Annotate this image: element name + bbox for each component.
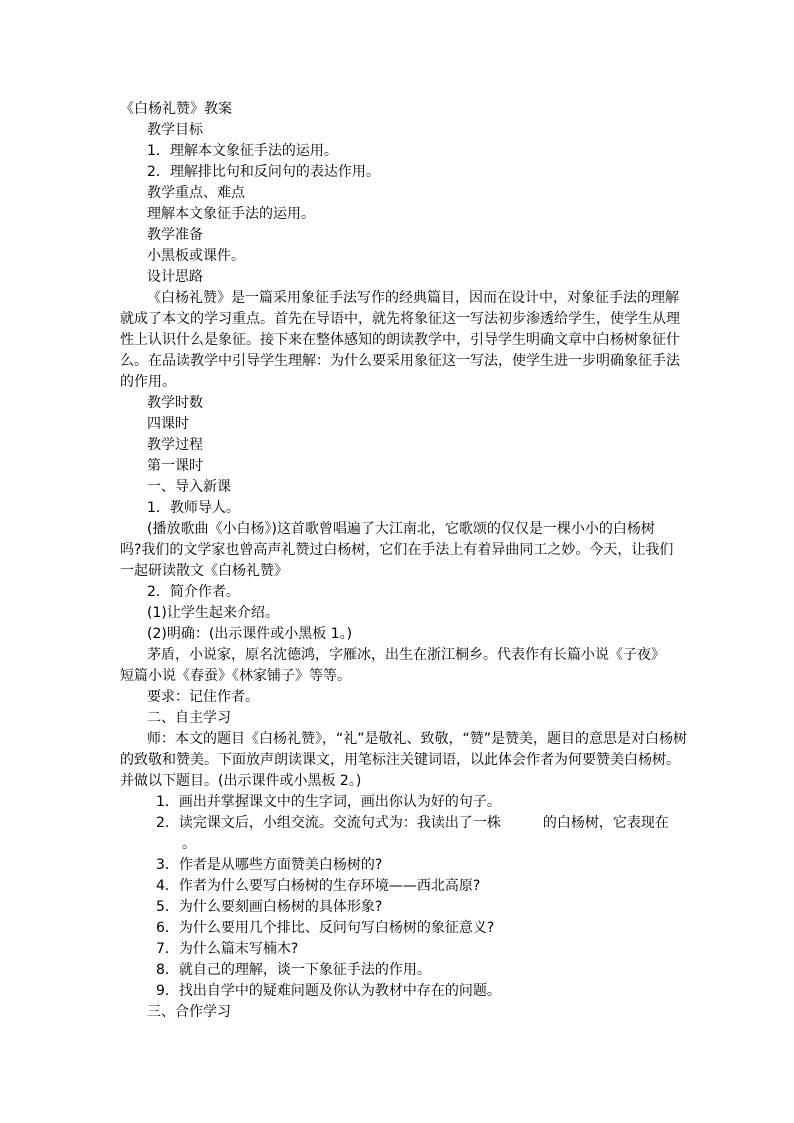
text-line: 理解本文象征手法的运用。 [147, 206, 315, 222]
text-line: 5．为什么要刻画白杨树的具体形象? [156, 899, 383, 915]
text-line: 9．找出自学中的疑难问题及你认为教材中存在的问题。 [156, 983, 501, 999]
text-line: 性上认识什么是象征。接下来在整体感知的朗读教学中，引导学生明确文章中白杨树象征什 [120, 332, 680, 348]
text-line: 2．读完课文后，小组交流。交流句式为：我读出了一株 的白杨树，它表现在 [156, 815, 669, 831]
heading-design: 设计思路 [147, 269, 203, 285]
text-line: 小黑板或课件。 [147, 248, 245, 264]
heading-teaching-goals: 教学目标 [147, 122, 203, 138]
text-line: 6．为什么要用几个排比、反问句写白杨树的象征意义? [156, 920, 495, 936]
text-line: 短篇小说《春蚕》《林家铺子》等等。 [120, 668, 351, 684]
text-line: (播放歌曲《小白杨》)这首歌曾唱遍了大江南北，它歌颂的仅仅是一棵小小的白杨树 [147, 521, 655, 537]
text-line: 1．理解本文象征手法的运用。 [147, 143, 338, 159]
text-line: 2．理解排比句和反问句的表达作用。 [147, 164, 380, 180]
text-line: 茅盾，小说家，原名沈德鸿，字雁冰，出生在浙江桐乡。代表作有长篇小说《子夜》 [147, 647, 665, 663]
heading-process: 教学过程 [147, 437, 203, 453]
heading-preparation: 教学准备 [147, 227, 203, 243]
document-title: 《白杨礼赞》教案 [120, 101, 232, 117]
text-line: (2)明确：(出示课件或小黑板 1。) [147, 626, 353, 642]
text-line: 师：本文的题目《白杨礼赞》，“礼”是敬礼、致敬，“赞”是赞美，题目的意思是对白杨树 [147, 731, 688, 747]
text-line: 7．为什么篇末写楠木? [156, 941, 299, 957]
text-line: 四课时 [147, 416, 189, 432]
heading-section-3: 三、合作学习 [147, 1004, 231, 1020]
text-line: 《白杨礼赞》是一篇采用象征手法写作的经典篇目，因而在设计中，对象征手法的理解 [147, 290, 679, 306]
text-line: 一起研读散文《白杨礼赞》 [120, 563, 288, 579]
heading-key-points: 教学重点、难点 [147, 185, 245, 201]
text-line: 1．画出并掌握课文中的生字词，画出你认为好的句子。 [156, 794, 501, 810]
text-line: 1．教师导人。 [147, 500, 240, 516]
text-line: 并做以下题目。(出示课件或小黑板 2。) [120, 773, 362, 789]
text-line: (1)让学生起来介绍。 [147, 605, 279, 621]
heading-section-1: 一、导入新课 [147, 479, 231, 495]
text-line: 2．简介作者。 [147, 584, 240, 600]
text-line: 3．作者是从哪些方面赞美白杨树的? [156, 857, 383, 873]
text-line: 8．就自己的理解，谈一下象征手法的作用。 [156, 962, 431, 978]
text-line: 的作用。 [120, 374, 176, 390]
text-line: 就成了本文的学习重点。首先在导语中，就先将象征这一写法初步渗透给学生，使学生从理 [120, 311, 680, 327]
heading-hours: 教学时数 [147, 395, 203, 411]
text-line: 么。在品读教学中引导学生理解：为什么要采用象征这一写法，使学生进一步明确象征手法 [120, 353, 680, 369]
text-line: 4．作者为什么要写白杨树的生存环境——西北高原? [156, 878, 481, 894]
text-line: 吗?我们的文学家也曾高声礼赞过白杨树，它们在手法上有着异曲同工之妙。今天，让我们 [120, 542, 674, 558]
text-line: 。 [140, 836, 196, 852]
heading-section-2: 二、自主学习 [147, 710, 231, 726]
heading-lesson-1: 第一课时 [147, 458, 203, 474]
text-line: 的致敬和赞美。下面放声朗读课文，用笔标注关键词语，以此体会作者为何要赞美白杨树。 [120, 752, 680, 768]
text-line: 要求：记住作者。 [147, 689, 259, 705]
